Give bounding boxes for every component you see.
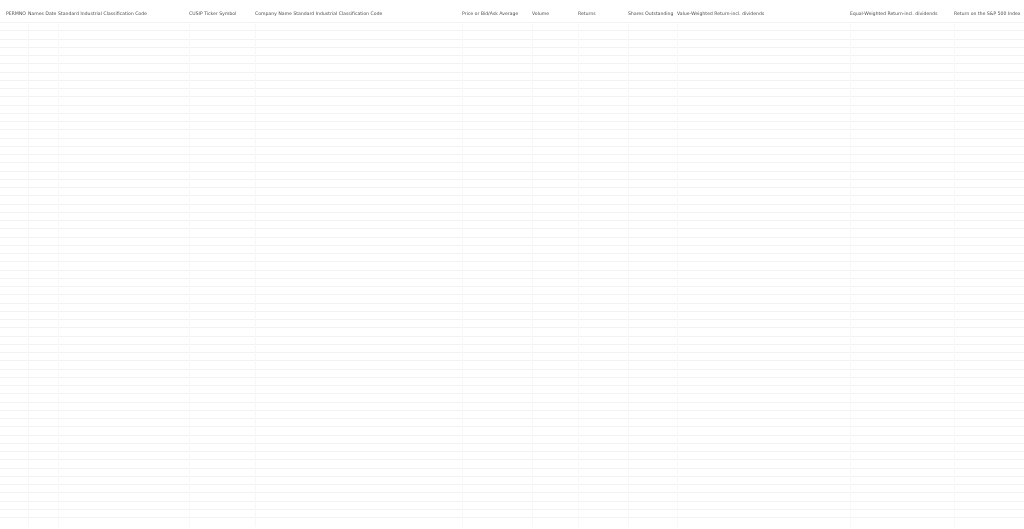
table-row-gridline (0, 237, 1024, 238)
table-row-gridline (0, 369, 1024, 370)
table-row-gridline (0, 212, 1024, 213)
table-row-gridline (0, 72, 1024, 73)
header-shares-outstanding: Shares Outstanding (628, 12, 674, 17)
header-company-name: Company Name Standard Industrial Classification Code (255, 12, 383, 17)
table-row-gridline (0, 154, 1024, 155)
table-row-gridline (0, 476, 1024, 477)
table-row-gridline (0, 270, 1024, 271)
table-row-gridline (0, 39, 1024, 40)
table-row-gridline (0, 162, 1024, 163)
table-row-gridline (0, 426, 1024, 427)
header-equal-weighted-return: Equal-Weighted Return-incl. dividends (850, 12, 938, 17)
table-row-gridline (0, 509, 1024, 510)
header-sic: Standard Industrial Classification Code (58, 12, 147, 17)
table-row-gridline (0, 385, 1024, 386)
table-row-gridline (0, 294, 1024, 295)
table-row-gridline (0, 327, 1024, 328)
table-row-gridline (0, 319, 1024, 320)
column-divider (28, 22, 29, 527)
table-row-gridline (0, 484, 1024, 485)
table-row-gridline (0, 55, 1024, 56)
table-row-gridline (0, 501, 1024, 502)
table-row-gridline (0, 517, 1024, 518)
table-row-gridline (0, 245, 1024, 246)
table-row-gridline (0, 138, 1024, 139)
table-row-gridline (0, 377, 1024, 378)
header-returns: Returns (578, 12, 596, 17)
column-header-row (0, 10, 1024, 20)
table-row-gridline (0, 96, 1024, 97)
table-row-gridline (0, 303, 1024, 304)
table-row-gridline (0, 402, 1024, 403)
table-row-gridline (0, 228, 1024, 229)
column-divider (532, 22, 533, 527)
table-row-gridline (0, 220, 1024, 221)
data-table-body (0, 22, 1024, 527)
table-row-gridline (0, 393, 1024, 394)
column-divider (628, 22, 629, 527)
table-row-gridline (0, 47, 1024, 48)
table-row-gridline (0, 352, 1024, 353)
table-row-gridline (0, 278, 1024, 279)
table-row-gridline (0, 253, 1024, 254)
table-row-gridline (0, 261, 1024, 262)
table-row-gridline (0, 63, 1024, 64)
table-row-gridline (0, 468, 1024, 469)
table-row-gridline (0, 171, 1024, 172)
table-row-gridline (0, 30, 1024, 31)
column-divider (954, 22, 955, 527)
table-row-gridline (0, 121, 1024, 122)
header-cusip-ticker: CUSIP Ticker Symbol (189, 12, 237, 17)
header-volume: Volume (532, 12, 550, 17)
column-divider (462, 22, 463, 527)
table-row-gridline (0, 286, 1024, 287)
table-row-gridline (0, 113, 1024, 114)
table-row-gridline (0, 459, 1024, 460)
header-price: Price or Bid/Ask Average (462, 12, 519, 17)
header-sp500-return: Return on the S&P 500 Index (954, 12, 1021, 17)
table-row-gridline (0, 336, 1024, 337)
table-row-gridline (0, 105, 1024, 106)
table-row-gridline (0, 146, 1024, 147)
table-row-gridline (0, 187, 1024, 188)
table-row-gridline (0, 360, 1024, 361)
table-row-gridline (0, 344, 1024, 345)
column-divider (677, 22, 678, 527)
column-divider (58, 22, 59, 527)
column-divider (189, 22, 190, 527)
table-row-gridline (0, 311, 1024, 312)
table-row-gridline (0, 195, 1024, 196)
table-row-gridline (0, 80, 1024, 81)
table-row-gridline (0, 492, 1024, 493)
table-row-gridline (0, 451, 1024, 452)
header-permno: PERMNO (6, 12, 26, 17)
table-row-gridline (0, 418, 1024, 419)
table-row-gridline (0, 443, 1024, 444)
table-row-gridline (0, 204, 1024, 205)
table-row-gridline (0, 435, 1024, 436)
table-row-gridline (0, 410, 1024, 411)
header-value-weighted-return: Value-Weighted Return-incl. dividends (677, 12, 765, 17)
table-row-gridline (0, 22, 1024, 23)
header-names-date: Names Date (28, 12, 57, 17)
column-divider (255, 22, 256, 527)
table-row-gridline (0, 179, 1024, 180)
column-divider (850, 22, 851, 527)
column-divider (578, 22, 579, 527)
table-row-gridline (0, 129, 1024, 130)
table-row-gridline (0, 88, 1024, 89)
